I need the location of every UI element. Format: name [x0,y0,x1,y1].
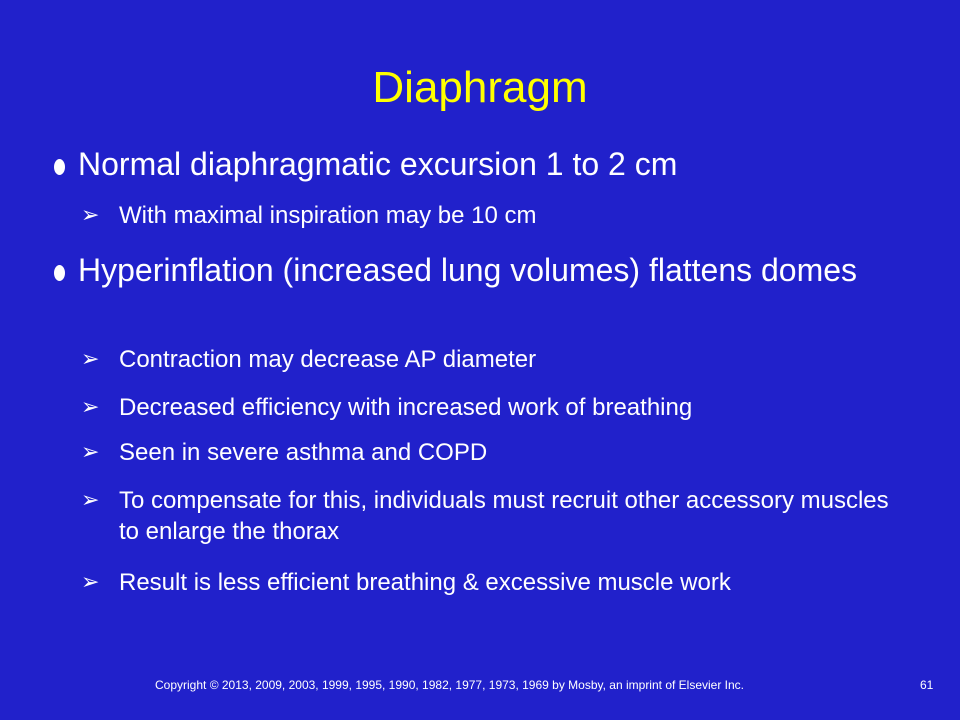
bullet-dot-icon [54,265,65,281]
sub-bullet-item [81,567,909,598]
bullet-text: Normal diaphragmatic excursion 1 to 2 cm [78,146,678,182]
page-number: 61 [920,678,934,692]
sub-bullet-text: To compensate for this, individuals must recruit other accessory muscles to enlarge the thorax [119,487,889,545]
sub-bullet-text: Decreased efficiency with increased work of breathing [119,394,693,421]
arrow-bullet-icon: ➢ [81,203,100,228]
bullet-item [78,251,898,290]
bullet-item [78,145,898,184]
sub-bullet-item [81,437,909,468]
bullet-text: Hyperinflation (increased lung volumes) flattens domes [78,252,858,288]
sub-bullet-text: Result is less efficient breathing & excessive muscle work [119,569,731,596]
arrow-bullet-icon: ➢ [81,488,100,513]
sub-bullet-item [81,485,909,547]
copyright-footer: Copyright © 2013, 2009, 2003, 1999, 1995, 1990, 1982, 1977, 1973, 1969 by Mosby, an imprint of Elsevier Inc. [155,678,745,692]
bullet-dot-icon [54,159,65,175]
sub-bullet-text: With maximal inspiration may be 10 cm [119,202,537,229]
arrow-bullet-icon: ➢ [81,347,100,372]
sub-bullet-item [81,200,909,231]
arrow-bullet-icon: ➢ [81,440,100,465]
arrow-bullet-icon: ➢ [81,395,100,420]
sub-bullet-item [81,344,909,375]
sub-bullet-item [81,392,909,423]
sub-bullet-text: Contraction may decrease AP diameter [119,346,537,373]
slide-title: Diaphragm [372,63,588,112]
arrow-bullet-icon: ➢ [81,570,100,595]
sub-bullet-text: Seen in severe asthma and COPD [119,439,488,466]
